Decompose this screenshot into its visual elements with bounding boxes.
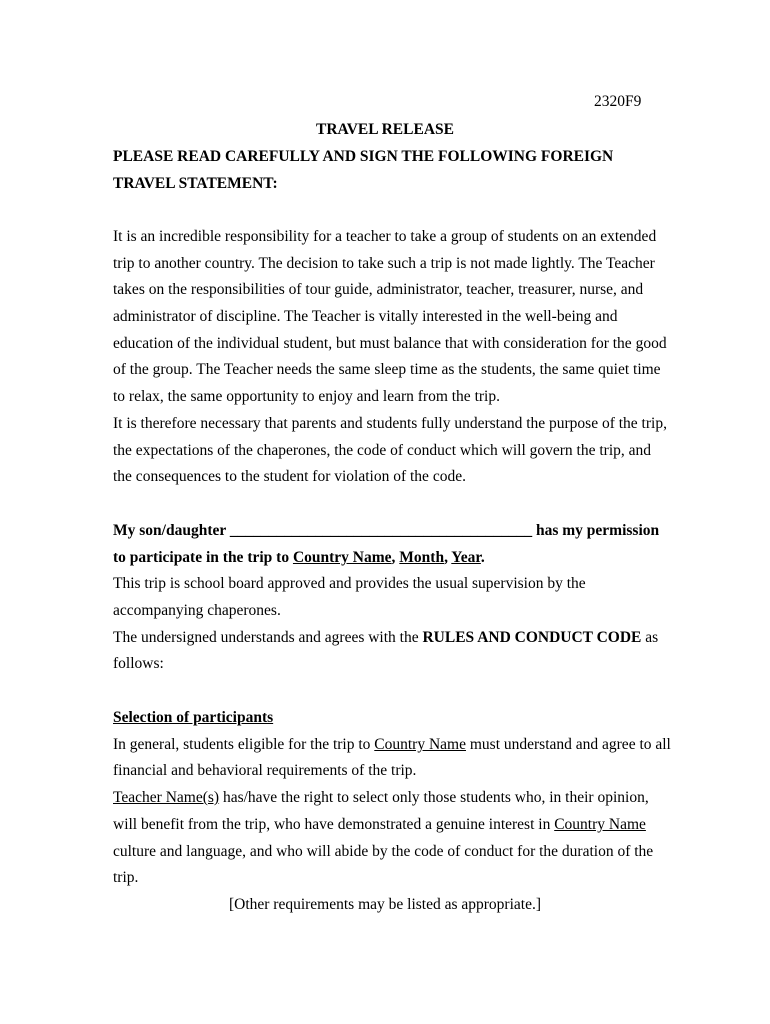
document-title: TRAVEL RELEASE: [316, 121, 454, 138]
selection-line: financial and behavioral requirements of the trip.: [113, 762, 417, 779]
teacher-name-field: Teacher Name(s): [113, 789, 220, 806]
intro-line: takes on the responsibilities of tour guide, administrator, teacher, treasurer, nurse, and: [113, 281, 644, 298]
intro-line: to relax, the same opportunity to enjoy and learn from the trip.: [113, 388, 500, 405]
selection-text: In general, students eligible for the trip to: [113, 736, 375, 753]
selection-line: culture and language, and who will abide by the code of conduct for the duration of the: [113, 843, 654, 860]
agreement-line: [113, 628, 658, 648]
intro-line: education of the individual student, but must balance that with consideration for the good: [113, 335, 667, 352]
country-name-field: Country Name: [554, 816, 646, 833]
intro-line: It is therefore necessary that parents and students fully understand the purpose of the trip,: [113, 415, 667, 432]
permission-suffix: has my permission: [532, 522, 660, 539]
separator: ,: [391, 549, 400, 566]
intro-line: trip to another country. The decision to take such a trip is not made lightly. The Teacher: [113, 255, 655, 272]
agreement-line-2: follows:: [113, 655, 164, 672]
selection-text: has/have the right to select only those students who, in their opinion,: [219, 789, 649, 806]
participation-line: [113, 548, 485, 568]
form-code: 2320F9: [594, 93, 642, 110]
selection-line: [113, 735, 671, 755]
intro-line: the expectations of the chaperones, the code of conduct which will govern the trip, and: [113, 442, 652, 459]
month-field: Month: [399, 549, 445, 566]
heading-line-2: TRAVEL STATEMENT:: [113, 175, 278, 192]
selection-heading: Selection of participants: [113, 709, 274, 726]
permission-line: [113, 521, 659, 541]
agreement-prefix: The undersigned understands and agrees with the: [113, 629, 423, 646]
intro-line: the consequences to the student for violation of the code.: [113, 468, 466, 485]
agreement-suffix: as: [641, 629, 659, 646]
selection-line: [113, 815, 646, 835]
year-field: Year: [451, 549, 481, 566]
selection-text: will benefit from the trip, who have demonstrated a genuine interest in: [113, 816, 555, 833]
selection-line: trip.: [113, 869, 139, 886]
heading-line-1: PLEASE READ CAREFULLY AND SIGN THE FOLLOWING FOREIGN: [113, 148, 614, 165]
rules-code-label: RULES AND CONDUCT CODE: [422, 629, 642, 646]
student-name-blank[interactable]: _______________________________________: [229, 522, 533, 539]
other-requirements-note: [Other requirements may be listed as appropriate.]: [228, 896, 542, 913]
approval-line: This trip is school board approved and provides the usual supervision by the: [113, 575, 586, 592]
intro-line: administrator of discipline. The Teacher is vitally interested in the well-being and: [113, 308, 618, 325]
participation-prefix: to participate in the trip to: [113, 549, 293, 566]
separator: ,: [444, 549, 452, 566]
approval-line: accompanying chaperones.: [113, 602, 281, 619]
selection-line: [113, 788, 649, 808]
intro-line: of the group. The Teacher needs the same sleep time as the students, the same quiet time: [113, 361, 661, 378]
country-name-field: Country Name: [292, 549, 392, 566]
permission-prefix: My son/daughter: [113, 522, 230, 539]
selection-text: must understand and agree to all: [465, 736, 671, 753]
intro-line: It is an incredible responsibility for a teacher to take a group of students on an extended: [113, 228, 657, 245]
country-name-field: Country Name: [374, 736, 466, 753]
period: .: [480, 549, 485, 566]
